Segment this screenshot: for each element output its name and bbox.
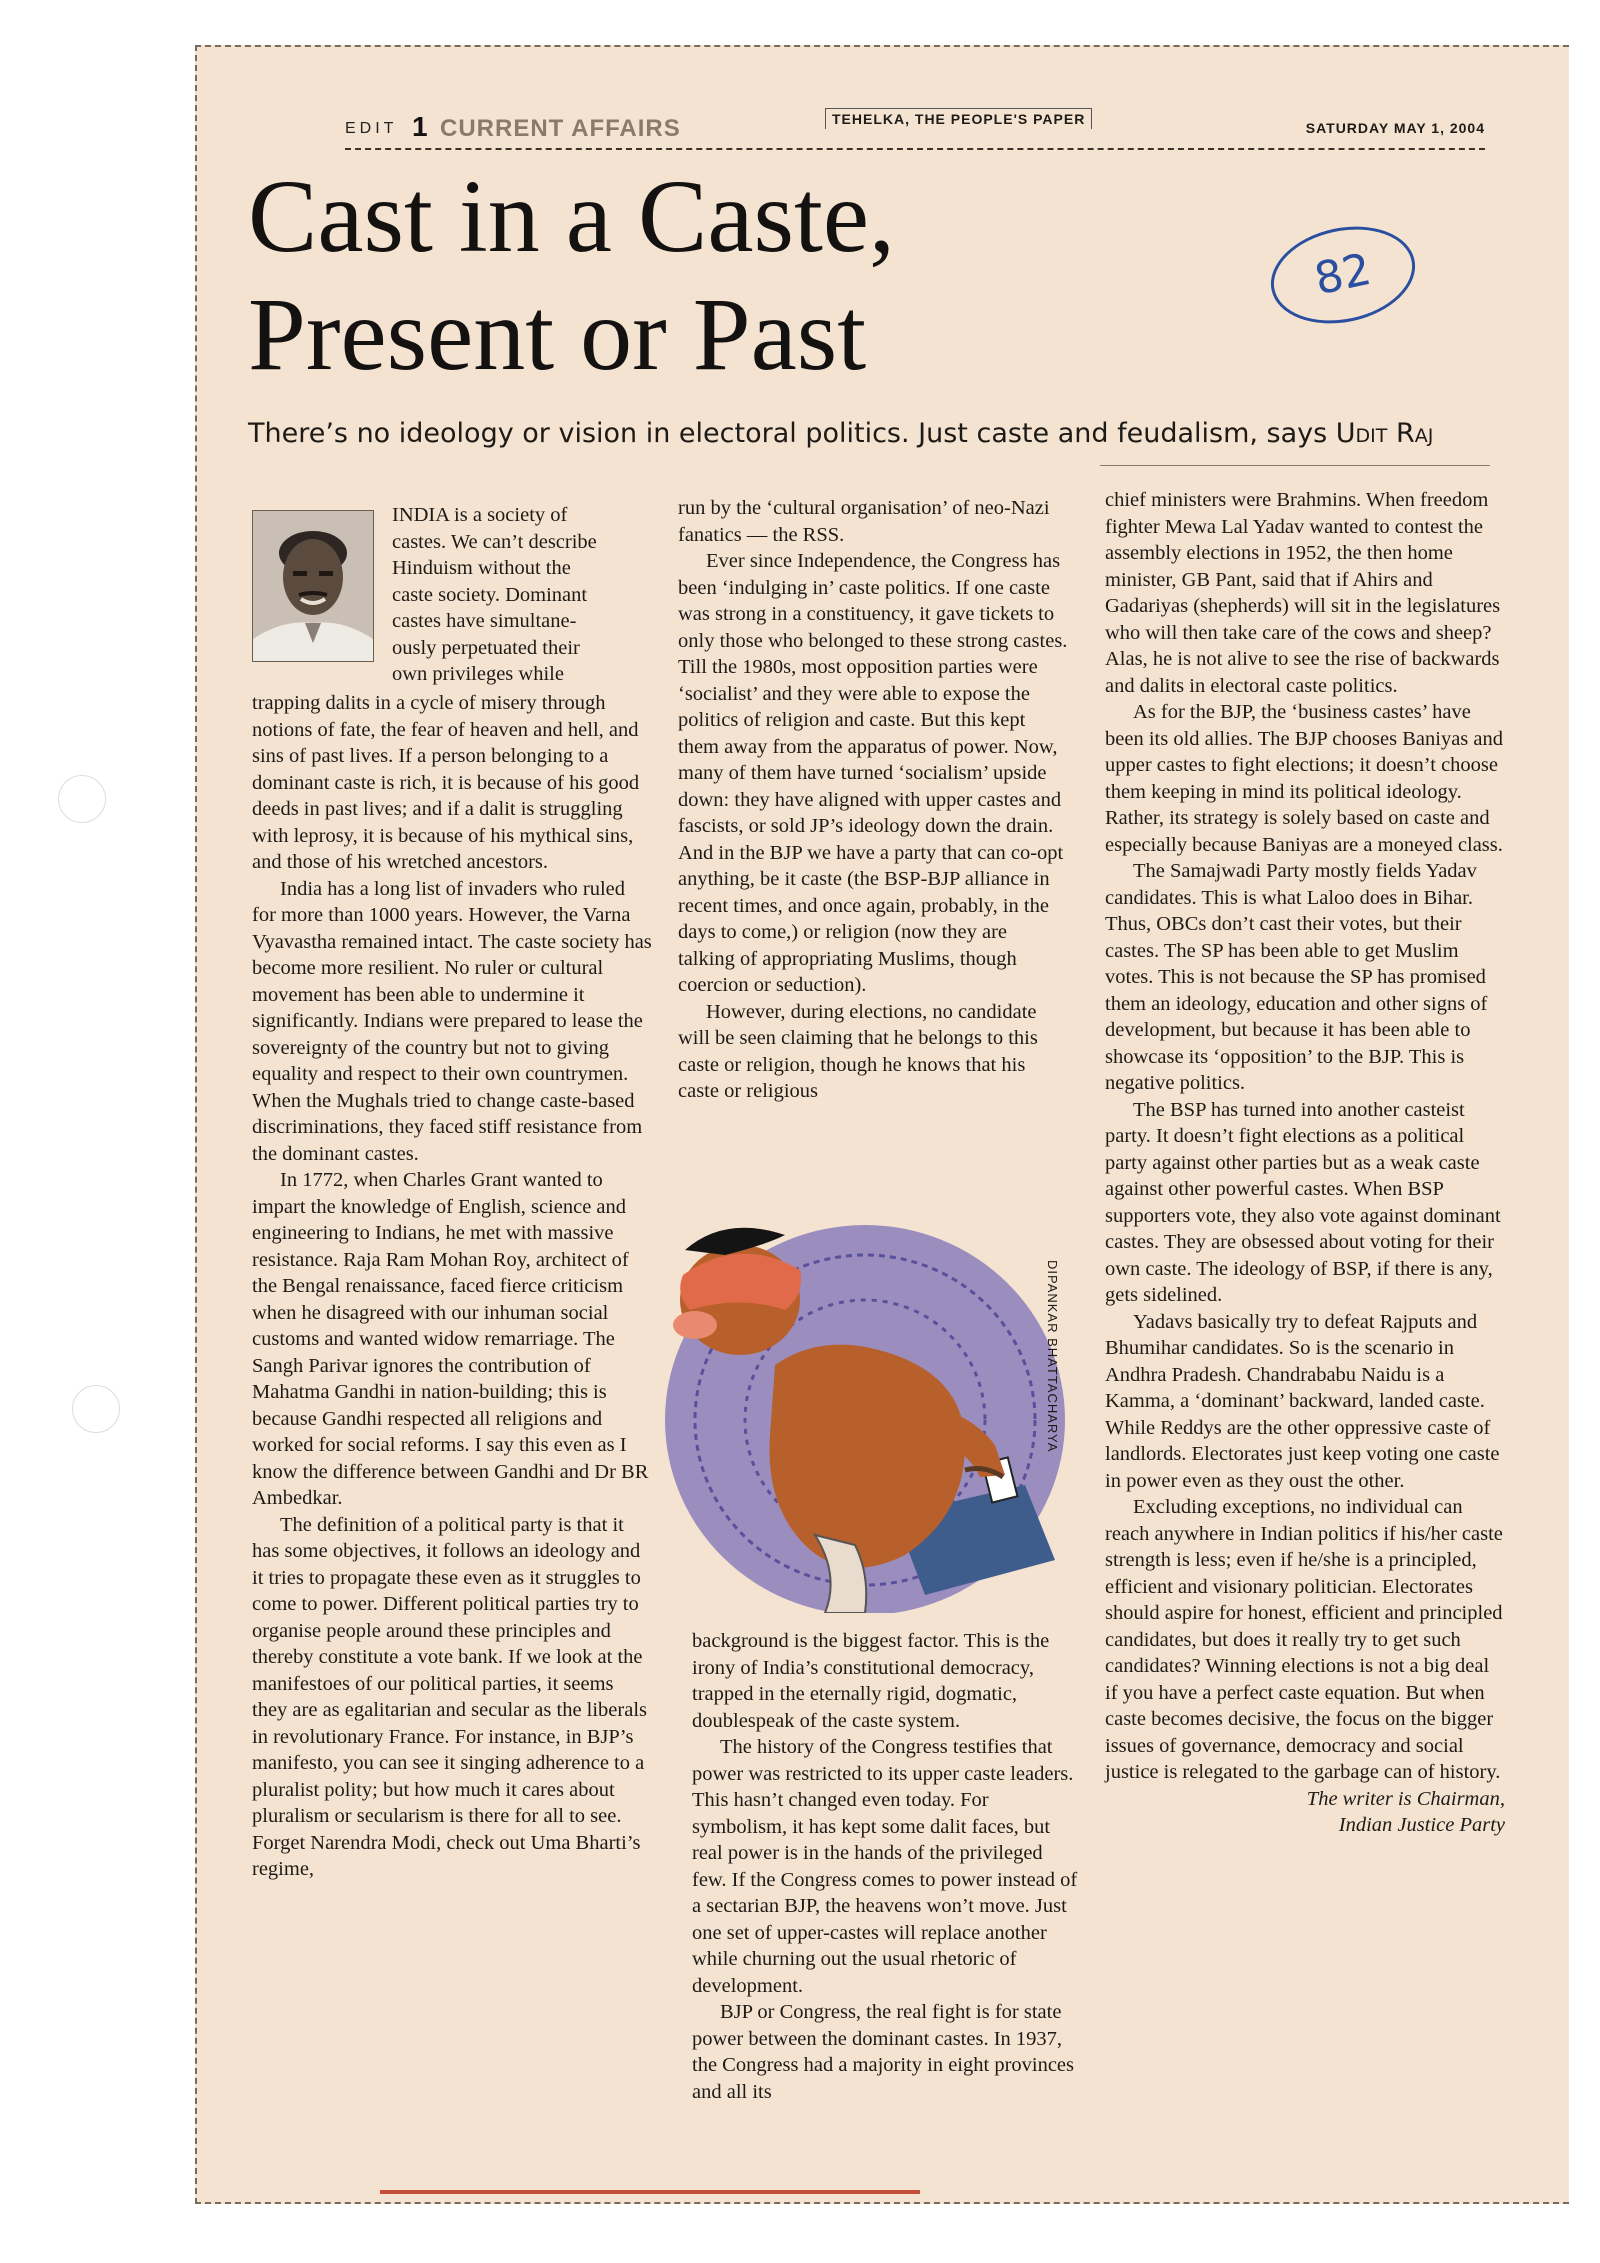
intro-line: own privileges while bbox=[392, 663, 564, 685]
punch-hole-top bbox=[58, 775, 106, 823]
intro-line: ously perpetuated their bbox=[392, 636, 580, 659]
headline-line-2: Present or Past bbox=[248, 277, 867, 392]
paragraph: background is the biggest factor. This is the irony of India’s constitutional democracy, trapped in the eternally rigid, dogmatic, doublespeak of the caste system. bbox=[692, 1630, 1050, 1732]
masthead-strip bbox=[345, 108, 1485, 150]
byline-author: Udit Raj bbox=[1335, 418, 1434, 449]
edit-number: 1 bbox=[412, 111, 428, 142]
red-edge-mark bbox=[380, 2190, 920, 2194]
standfirst-text: There’s no ideology or vision in electoral politics. Just caste and feudalism, says bbox=[248, 418, 1336, 449]
paragraph: The BSP has turned into another casteist party. It doesn’t fight elections as a political party against other parties but as a weak caste against other powerful castes. When BSP supporters vote, they also vote against dominant castes. They are obsessed about voting for their own caste. The ideology of BSP, if there is any, gets sidelined. bbox=[1105, 1098, 1501, 1306]
paragraph: chief ministers were Brahmins. When freedom fighter Mewa Lal Yadav wanted to contest the assembly elections in 1952, the then home minister, GB Pant, said that if Ahirs and Gadariyas (shepherds) will sit in the legislatures who will then take care of the cows and sheep? Alas, he is not alive to see the rise of backwards and dalits in electoral caste politics. bbox=[1105, 489, 1501, 697]
paragraph: In 1772, when Charles Grant wanted to impart the knowledge of English, science and engineering to Indians, he met with massive resistance. Raja Ram Mohan Roy, architect of the Bengal renaissance, faced fierce criticism when he disagreed with our inhuman social customs and wanted widow remarriage. The Sangh Parivar ignores the contribution of Mahatma Gandhi in nation-building; this is because Gandhi respected all religions and worked for social reforms. I say this even as I know the difference between Gandhi and Dr BR Ambedkar. bbox=[252, 1169, 649, 1509]
paper-name: TEHELKA, THE PEOPLE'S PAPER bbox=[825, 108, 1092, 129]
intro-line: INDIA is a society of bbox=[392, 504, 568, 526]
intro-line: castes have simultane- bbox=[392, 610, 577, 632]
column-1-intro bbox=[392, 502, 644, 688]
paragraph: Yadavs basically try to defeat Rajputs and Bhumihar candidates. So is the scenario in Andhra Pradesh. Chandrababu Naidu is a Kamma, a ‘dominant’ backward, landed caste. While Reddys are the other oppressive caste of landlords. Electorates just keep voting one caste in power even as they oust the other. bbox=[1105, 1310, 1500, 1492]
section-title: CURRENT AFFAIRS bbox=[440, 115, 681, 142]
paragraph: BJP or Congress, the real fight is for state power between the dominant castes. In 1937, the Congress had a majority in eight provinces and all its bbox=[692, 2001, 1075, 2103]
column-2-top bbox=[678, 495, 1068, 1105]
headline-line-1: Cast in a Caste, bbox=[248, 159, 896, 274]
cartoon-credit: DIPANKAR BHATTACHARYA bbox=[1045, 1260, 1060, 1453]
column-rule bbox=[1100, 465, 1490, 466]
paragraph: The history of the Congress testifies that power was restricted to its upper caste leaders. This hasn’t changed even today. For symbolism, it has kept some dalit faces, but real power is in the hands of the privileged few. If the Congress comes to power instead of a sectarian BJP, the heavens won’t move. Just one set of upper-castes will replace another while churning out the usual rhetoric of development. bbox=[692, 1736, 1078, 1997]
paragraph: The definition of a political party is that it has some objectives, it follows an ideology and it tries to propagate these even as it struggles to come to power. Different political parties try to organise people around these principles and thereby constitute a vote bank. If we look at the manifestoes of our political parties, it seems they are as egalitarian and secular as the liberals in revolutionary France. For instance, in BJP’s manifesto, you can see it singing adherence to a pluralist polity; but how much it cares about pluralism or secularism is there for all to see. Forget Narendra Modi, check out Uma Bharti’s regime, bbox=[252, 1513, 648, 1880]
paragraph: India has a long list of invaders who ruled for more than 1000 years. However, the Varna Vyavastha remained intact. The caste society has become more resilient. No ruler or cultural movement has been able to undermine it significantly. Indians were prepared to lease the sovereignty of the country but not to giving equality and respect to their own countrymen. When the Mughals tried to change caste-based discriminations, they faced stiff resistance from the dominant castes. bbox=[252, 877, 652, 1165]
standfirst bbox=[248, 418, 1448, 449]
headline bbox=[248, 158, 1248, 394]
author-photo bbox=[252, 510, 374, 662]
issue-date: SATURDAY MAY 1, 2004 bbox=[1305, 120, 1485, 136]
paragraph: As for the BJP, the ‘business castes’ have been its old allies. The BJP chooses Baniyas and upper castes to fight elections; it doesn’t choose them keeping in mind its political ideology. Rather, its strategy is solely based on caste and especially because Baniyas are a moneyed class. bbox=[1105, 701, 1503, 856]
intro-line: caste society. Dominant bbox=[392, 583, 588, 606]
paragraph: Excluding exceptions, no individual can reach anywhere in Indian politics if his/her caste strength is less; even if he/she is a principled, efficient and visionary politician. Electorates should aspire for honest, efficient and principled candidates, but does it really try to get such candidates? Winning elections is not a big deal if you have a perfect caste equation. But when caste becomes decisive, the focus on the bigger issues of governance, democracy and social justice is relegated to the garbage can of history. bbox=[1105, 1496, 1503, 1783]
column-3 bbox=[1105, 487, 1505, 1839]
paragraph: Ever since Independence, the Congress has been ‘indulging in’ caste politics. If one caste was strong in a constituency, it gave tickets to only those who belonged to these strong castes. Till the 1980s, most opposition parties were ‘socialist’ and they were able to expose the politics of religion and caste. But this kept them away from the apparatus of power. Now, many of them have turned ‘socialism’ upside down: they have aligned with upper castes and fascists, or sold JP’s ideology down the drain. And in the BJP we have a party that can co-opt anything, be it caste (the BSP-BJP alliance in recent times, and once again, probably, in the days to come,) or religion (now they are talking of appropriating Muslims, though coercion or seduction). bbox=[678, 550, 1068, 996]
punch-hole-bottom bbox=[72, 1385, 120, 1433]
editorial-cartoon bbox=[665, 1215, 1065, 1613]
author-note-line-1: The writer is Chairman, bbox=[1306, 1787, 1505, 1810]
author-portrait-icon bbox=[253, 511, 373, 661]
intro-line: castes. We can’t describe bbox=[392, 530, 597, 553]
intro-line: Hinduism without the bbox=[392, 557, 571, 579]
paragraph: The Samajwadi Party mostly fields Yadav candidates. This is what Laloo does in Bihar. Thus, OBCs don’t cast their votes, but their castes. The SP has been able to get Muslim votes. This is not because the SP has promised them an ideology, education and other signs of development, but because it has been able to showcase its ‘opposition’ to the BJP. This is negative politics. bbox=[1105, 860, 1488, 1094]
column-2-bottom bbox=[692, 1628, 1082, 2105]
paragraph: However, during elections, no candidate will be seen claiming that he belongs to this caste or religion, though he knows that his caste or religious bbox=[678, 1000, 1038, 1102]
handwritten-page-number: 82 bbox=[1262, 214, 1424, 336]
paragraph: run by the ‘cultural organisation’ of neo-Nazi fanatics — the RSS. bbox=[678, 497, 1050, 546]
column-1 bbox=[252, 690, 652, 1883]
author-note-line-2: Indian Justice Party bbox=[1338, 1814, 1505, 1836]
voter-cartoon-illustration bbox=[665, 1215, 1065, 1613]
paragraph: trapping dalits in a cycle of misery through notions of fate, the fear of heaven and hell, and sins of past lives. If a person belonging to a dominant caste is rich, it is because of his good deeds in past lives; and if a dalit is struggling with leprosy, it is because of his mythical sins, and those of his wretched ancestors. bbox=[252, 692, 640, 873]
edit-label: EDIT bbox=[345, 120, 398, 137]
